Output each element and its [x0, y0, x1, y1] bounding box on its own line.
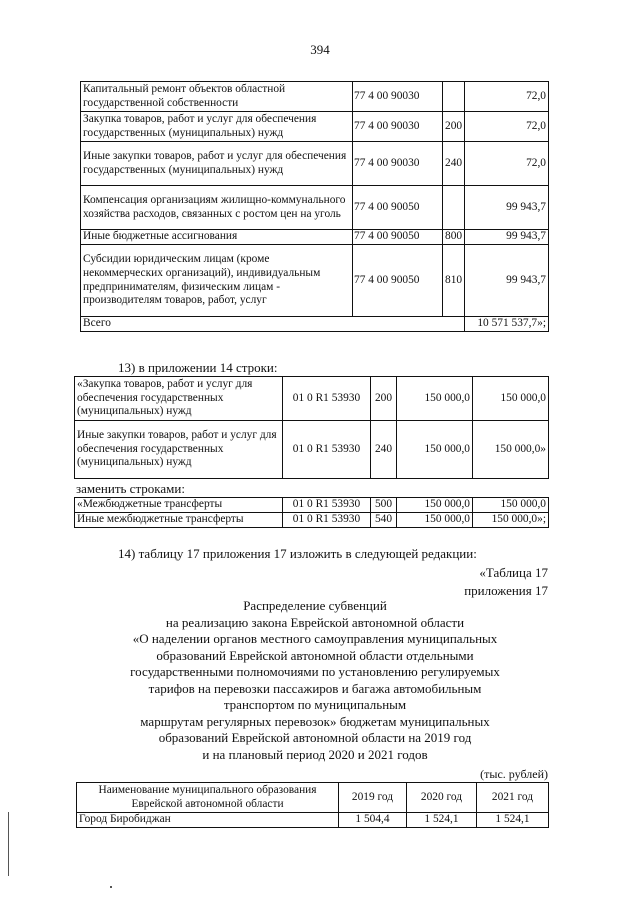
distribution-heading	[60, 598, 570, 763]
table-row	[81, 186, 549, 230]
row-vr: 200	[443, 112, 465, 142]
table-row	[75, 498, 549, 513]
row-code: 01 0 R1 53930	[283, 377, 371, 421]
table-row	[81, 245, 549, 317]
row-name: Иные бюджетные ассигнования	[81, 230, 353, 245]
heading-line: и на плановый период 2020 и 2021 годов	[202, 746, 428, 762]
row-name: Субсидии юридическим лицам (кроме некоммерческих организаций), индивидуальным предпринимателям, физическим лицам - производителям товаров, работ, услуг	[81, 245, 353, 317]
row-vr: 800	[443, 230, 465, 245]
row-vr	[443, 82, 465, 112]
row-code: 01 0 R1 53930	[283, 513, 371, 528]
row-code: 77 4 00 90030	[353, 82, 443, 112]
row-name: «Закупка товаров, работ и услуг для обеспечения государственных (муниципальных) нужд	[75, 377, 283, 421]
row-value-2021: 150 000,0»	[473, 421, 549, 479]
row-value-2021: 150 000,0	[473, 498, 549, 513]
row-code: 77 4 00 90030	[353, 112, 443, 142]
table-row	[81, 230, 549, 245]
heading-line: тарифов на перевозки пассажиров и багажа автомобильным	[148, 680, 482, 696]
item-13-text: 13) в приложении 14 строки:	[118, 360, 278, 375]
row-sum: 99 943,7	[465, 186, 549, 230]
row-vr: 240	[371, 421, 397, 479]
page-number: 394	[310, 42, 330, 57]
table-row	[81, 82, 549, 112]
row-code: 77 4 00 90030	[353, 142, 443, 186]
budget-table-continuation	[80, 81, 549, 332]
table-row	[75, 377, 549, 421]
table-header-row	[77, 783, 549, 813]
row-value-2021: 150 000,0»;	[473, 513, 549, 528]
row-vr: 240	[443, 142, 465, 186]
row-sum: 72,0	[465, 112, 549, 142]
total-row	[81, 317, 549, 332]
row-vr	[443, 186, 465, 230]
heading-line: государственными полномочиями по установлению регулируемых	[130, 664, 500, 679]
row-sum: 99 943,7	[465, 245, 549, 317]
heading-line: Распределение субвенций	[243, 598, 387, 613]
row-code: 77 4 00 90050	[353, 230, 443, 245]
total-value: 10 571 537,7»;	[465, 317, 549, 332]
table-row	[75, 421, 549, 479]
table-row	[75, 513, 549, 528]
table-row	[77, 813, 549, 828]
row-name: Капитальный ремонт объектов областной государственной собственности	[81, 82, 353, 112]
header-2019: 2019 год	[339, 783, 407, 813]
table-row	[81, 112, 549, 142]
heading-line: «О наделении органов местного самоуправления муниципальных	[132, 631, 498, 646]
header-name: Наименование муниципального образования Еврейской автономной области	[77, 783, 339, 813]
row-vr: 500	[371, 498, 397, 513]
heading-line: на реализацию закона Еврейской автономной области	[165, 614, 465, 630]
margin-scan-dot	[110, 886, 112, 888]
total-label: Всего	[81, 317, 465, 332]
row-code: 01 0 R1 53930	[283, 498, 371, 513]
table-row	[81, 142, 549, 186]
row-name: Иные межбюджетные трансферты	[75, 513, 283, 528]
row-vr: 810	[443, 245, 465, 317]
header-2020: 2020 год	[407, 783, 477, 813]
row-sum: 72,0	[465, 142, 549, 186]
row-value-2020: 150 000,0	[397, 498, 473, 513]
replace-text: заменить строками:	[76, 481, 185, 496]
row-value-2020: 150 000,0	[397, 377, 473, 421]
row-name: Иные закупки товаров, работ и услуг для обеспечения государственных (муниципальных) нужд	[75, 421, 283, 479]
row-vr: 540	[371, 513, 397, 528]
margin-scan-mark	[8, 812, 9, 876]
subvention-table	[76, 782, 549, 828]
row-name: Компенсация организациям жилищно-коммунального хозяйства расходов, связанных с ростом цен на уголь	[81, 186, 353, 230]
table-label: «Таблица 17	[479, 565, 548, 580]
heading-line: образований Еврейской автономной области отдельными	[156, 647, 474, 663]
row-2020: 1 524,1	[407, 813, 477, 828]
row-sum: 72,0	[465, 82, 549, 112]
row-code: 77 4 00 90050	[353, 186, 443, 230]
row-value-2020: 150 000,0	[397, 421, 473, 479]
row-sum: 99 943,7	[465, 230, 549, 245]
row-vr: 200	[371, 377, 397, 421]
row-code: 01 0 R1 53930	[283, 421, 371, 479]
row-code: 77 4 00 90050	[353, 245, 443, 317]
heading-line: маршрутам регулярных перевозок» бюджетам муниципальных	[140, 713, 490, 729]
row-name: Иные закупки товаров, работ и услуг для обеспечения государственных (муниципальных) нужд	[81, 142, 353, 186]
units-label: (тыс. рублей)	[480, 767, 548, 781]
row-value-2020: 150 000,0	[397, 513, 473, 528]
replaced-rows-table	[74, 376, 549, 479]
heading-line: образований Еврейской автономной области на 2019 год	[158, 730, 472, 745]
row-name: Закупка товаров, работ и услуг для обеспечения государственных (муниципальных) нужд	[81, 112, 353, 142]
replacement-rows-table	[74, 497, 549, 528]
header-2021: 2021 год	[477, 783, 549, 813]
row-name: Город Биробиджан	[77, 813, 339, 828]
row-value-2021: 150 000,0	[473, 377, 549, 421]
appendix-label: приложения 17	[464, 583, 548, 598]
row-2021: 1 524,1	[477, 813, 549, 828]
row-2019: 1 504,4	[339, 813, 407, 828]
row-name: «Межбюджетные трансферты	[75, 498, 283, 513]
heading-line: транспортом по муниципальным	[223, 697, 407, 712]
item-14-text: 14) таблицу 17 приложения 17 изложить в следующей редакции:	[118, 546, 477, 561]
